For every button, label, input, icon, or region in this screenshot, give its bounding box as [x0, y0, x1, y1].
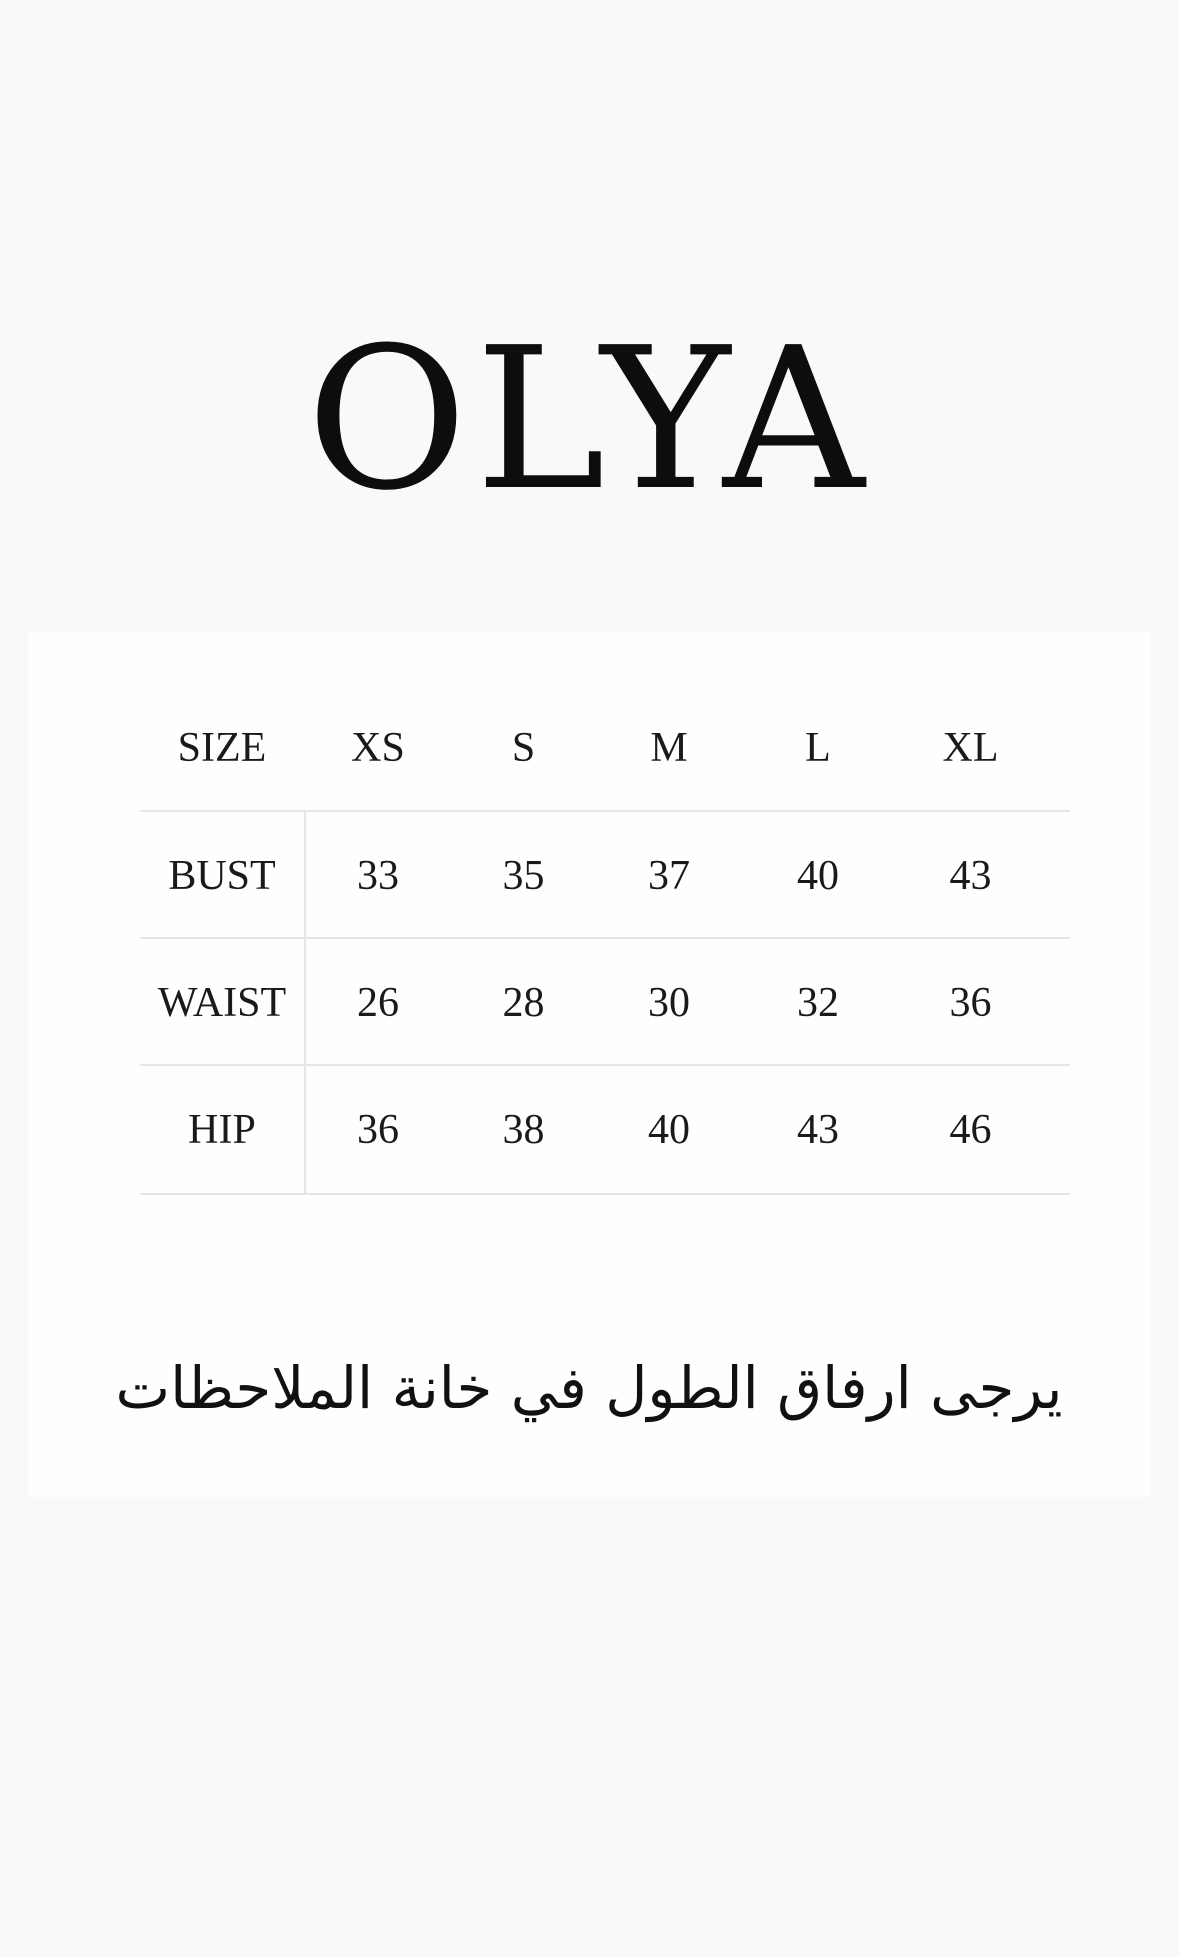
bust-xl-value: 43	[949, 852, 992, 899]
brand-logo: OLYA	[306, 306, 873, 534]
header-size-m: M	[650, 725, 688, 771]
hip-xl-value: 46	[949, 1106, 992, 1153]
hip-m-value: 40	[648, 1106, 690, 1153]
waist-s-value: 28	[502, 979, 545, 1026]
table-row-waist	[140, 937, 1070, 1066]
height-note: يرجى ارفاق الطول في خانة الملاحظات	[115, 1354, 1063, 1422]
waist-m-value: 30	[648, 979, 690, 1026]
bust-m-value: 37	[648, 852, 690, 899]
table-row-hip	[140, 1064, 1070, 1195]
waist-xl-value: 36	[949, 979, 992, 1026]
row-label-waist: WAIST	[140, 939, 306, 1066]
bust-s-value: 35	[502, 852, 545, 899]
waist-xs-value: 26	[357, 979, 399, 1026]
hip-s-value: 38	[502, 1106, 545, 1153]
waist-l-value: 32	[797, 979, 839, 1026]
header-size-label: SIZE	[177, 725, 267, 771]
hip-l-value: 43	[797, 1106, 839, 1153]
bust-xs-value: 33	[357, 852, 399, 899]
table-header-row	[140, 686, 1070, 810]
bust-l-value: 40	[797, 852, 839, 899]
header-size-s: S	[511, 725, 536, 771]
header-size-xs: XS	[351, 725, 405, 771]
size-chart-card	[28, 632, 1150, 1497]
row-label-hip: HIP	[140, 1066, 306, 1193]
header-size-xl: XL	[942, 725, 999, 771]
row-label-bust: BUST	[140, 812, 306, 939]
header-size-l: L	[805, 725, 831, 771]
table-row-bust	[140, 810, 1070, 939]
hip-xs-value: 36	[357, 1106, 399, 1153]
